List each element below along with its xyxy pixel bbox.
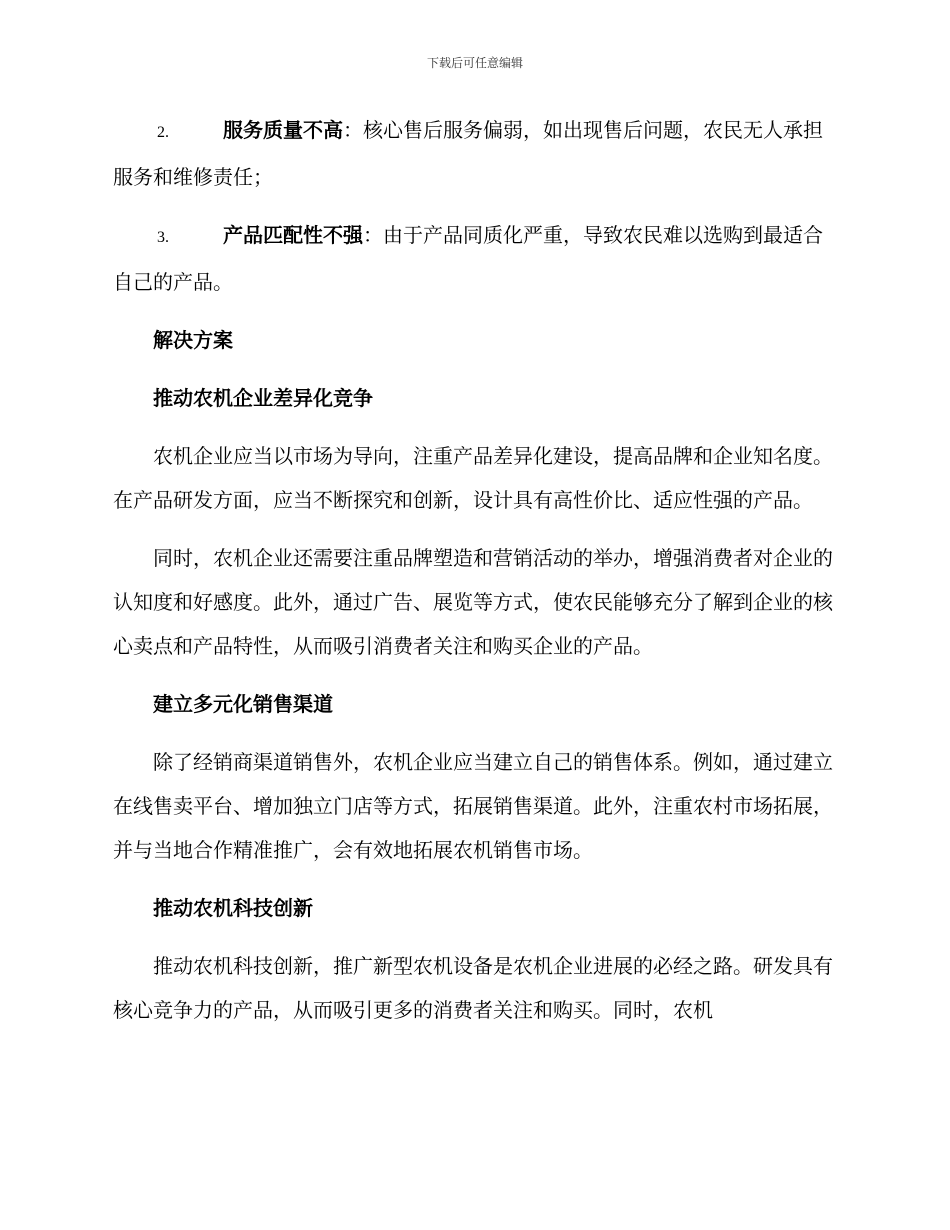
- list-item-body: ：核心售后服务偏弱，如出现售后问题，农民无人承担服务和维修责任；: [113, 118, 823, 189]
- differentiation-heading: 推动农机企业差异化竞争: [153, 386, 373, 410]
- differentiation-paragraph-2: 同时，农机企业还需要注重品牌塑造和营销活动的举办，增强消费者对企业的认知度和好感度。此外，通过广告、展览等方式，使农民能够充分了解到企业的核心卖点和产品特性，从而吸引消费者关注和购买企业的产品。: [113, 546, 833, 658]
- list-number: 3.: [157, 229, 169, 246]
- differentiation-paragraph-1: 农机企业应当以市场为导向，注重产品差异化建设，提高品牌和企业知名度。在产品研发方面，应当不断探究和创新，设计具有高性价比、适应性强的产品。: [113, 444, 833, 512]
- channels-heading: 建立多元化销售渠道: [153, 692, 333, 716]
- page-header: 下载后可任意编辑: [426, 56, 523, 70]
- list-item-body: ：由于产品同质化严重，导致农民难以选购到最适合自己的产品。: [113, 223, 823, 294]
- list-number: 2.: [157, 124, 169, 141]
- list-item-title: 服务质量不高: [223, 118, 343, 142]
- channels-paragraph-1: 除了经销商渠道销售外，农机企业应当建立自己的销售体系。例如，通过建立在线售卖平台、增加独立门店等方式，拓展销售渠道。此外，注重农村市场拓展，并与当地合作精准推广，会有效地拓展农机销售市场。: [113, 750, 833, 862]
- document-body: [113, 108, 838, 1046]
- innovation-heading: 推动农机科技创新: [153, 896, 313, 920]
- solution-heading: 解决方案: [153, 328, 233, 352]
- list-item-title: 产品匹配性不强: [223, 223, 363, 247]
- innovation-paragraph-1: 推动农机科技创新，推广新型农机设备是农机企业进展的必经之路。研发具有核心竞争力的产品，从而吸引更多的消费者关注和购买。同时，农机: [113, 954, 833, 1022]
- list-item-2: [113, 108, 838, 199]
- list-item-3: [113, 213, 838, 304]
